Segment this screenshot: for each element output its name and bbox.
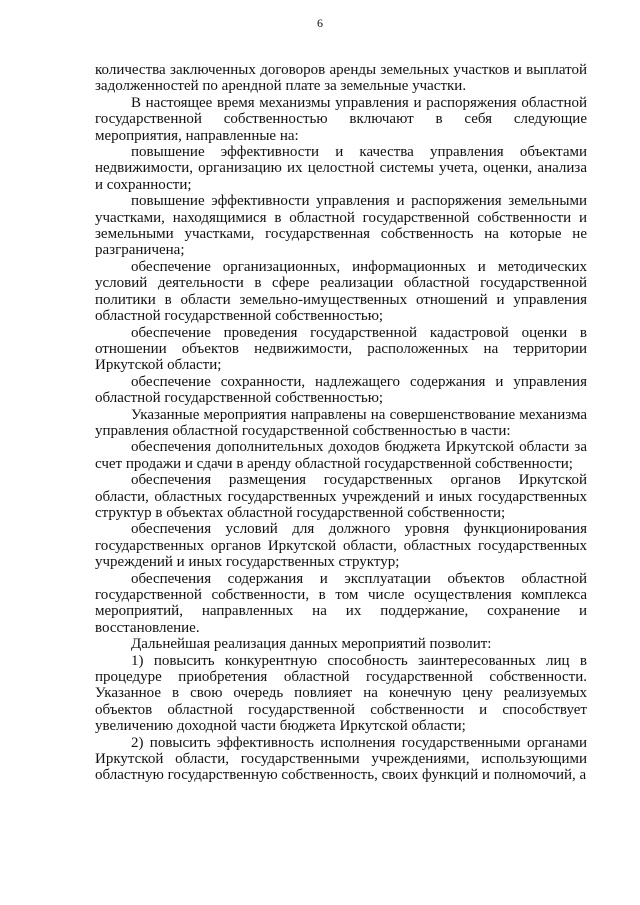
- paragraph-intro-measures: В настоящее время механизмы управления и распоряжения областной государственной собственностью включают в себя следующие мероприятия, направленные на:: [95, 94, 587, 144]
- document-body: [95, 62, 587, 784]
- paragraph-item-conditions: обеспечения условий для должного уровня функционирования государственных органов Иркутской области, областных государственных учреждений и иных государственных структур;: [95, 521, 587, 571]
- paragraph-measures-directed: Указанные мероприятия направлены на совершенствование механизма управления областной государственной собственностью в части:: [95, 406, 587, 439]
- paragraph-item-maintenance: обеспечения содержания и эксплуатации объектов областной государственной собственности, в том числе осуществления комплекса мероприятий, направленных на их поддержание, сохранение и восстановление.: [95, 570, 587, 636]
- paragraph-item-placement: обеспечения размещения государственных органов Иркутской области, областных государственных учреждений и иных государственных структур в объектах областной государственной собственности;: [95, 472, 587, 521]
- paragraph-item-organizational: обеспечение организационных, информационных и методических условий деятельности в сфере реализации областной государственной политики в области земельно-имущественных отношений и управления областной государственной собственностью;: [95, 258, 587, 325]
- paragraph-outcome-1: 1) повысить конкурентную способность заинтересованных лиц в процедуре приобретения областной государственной собственности. Указанное в свою очередь повлияет на конечную цену реализуемых объектов областной государственной собственности и способствует увеличению доходной части бюджета Иркутской области;: [95, 652, 587, 735]
- paragraph-item-land-plots: повышение эффективности управления и распоряжения земельными участками, находящимися в областной государственной собственности и земельными участками, государственная собственность на которые не разграничена;: [95, 193, 587, 259]
- paragraph-item-cadastral: обеспечение проведения государственной кадастровой оценки в отношении объектов недвижимости, расположенных на территории Иркутской области;: [95, 324, 587, 374]
- paragraph-item-preservation: обеспечение сохранности, надлежащего содержания и управления областной государственной собственностью;: [95, 373, 587, 407]
- paragraph-item-real-estate: повышение эффективности и качества управления объектами недвижимости, организацию их целостной системы учета, оценки, анализа и сохранности;: [95, 144, 587, 193]
- page-number: 6: [317, 16, 323, 30]
- paragraph-outcome-2: 2) повысить эффективность исполнения государственными органами Иркутской области, государственными учреждениями, использующими областную государственную собственность, своих функций и полномочий, а: [95, 734, 587, 784]
- paragraph-continuation: количества заключенных договоров аренды земельных участков и выплатой задолженностей по арендной плате за земельные участки.: [95, 62, 587, 95]
- paragraph-outcomes-intro: Дальнейшая реализация данных мероприятий позволит:: [131, 636, 492, 653]
- paragraph-item-revenue: обеспечения дополнительных доходов бюджета Иркутской области за счет продажи и сдачи в аренду областной государственной собственности;: [95, 439, 587, 472]
